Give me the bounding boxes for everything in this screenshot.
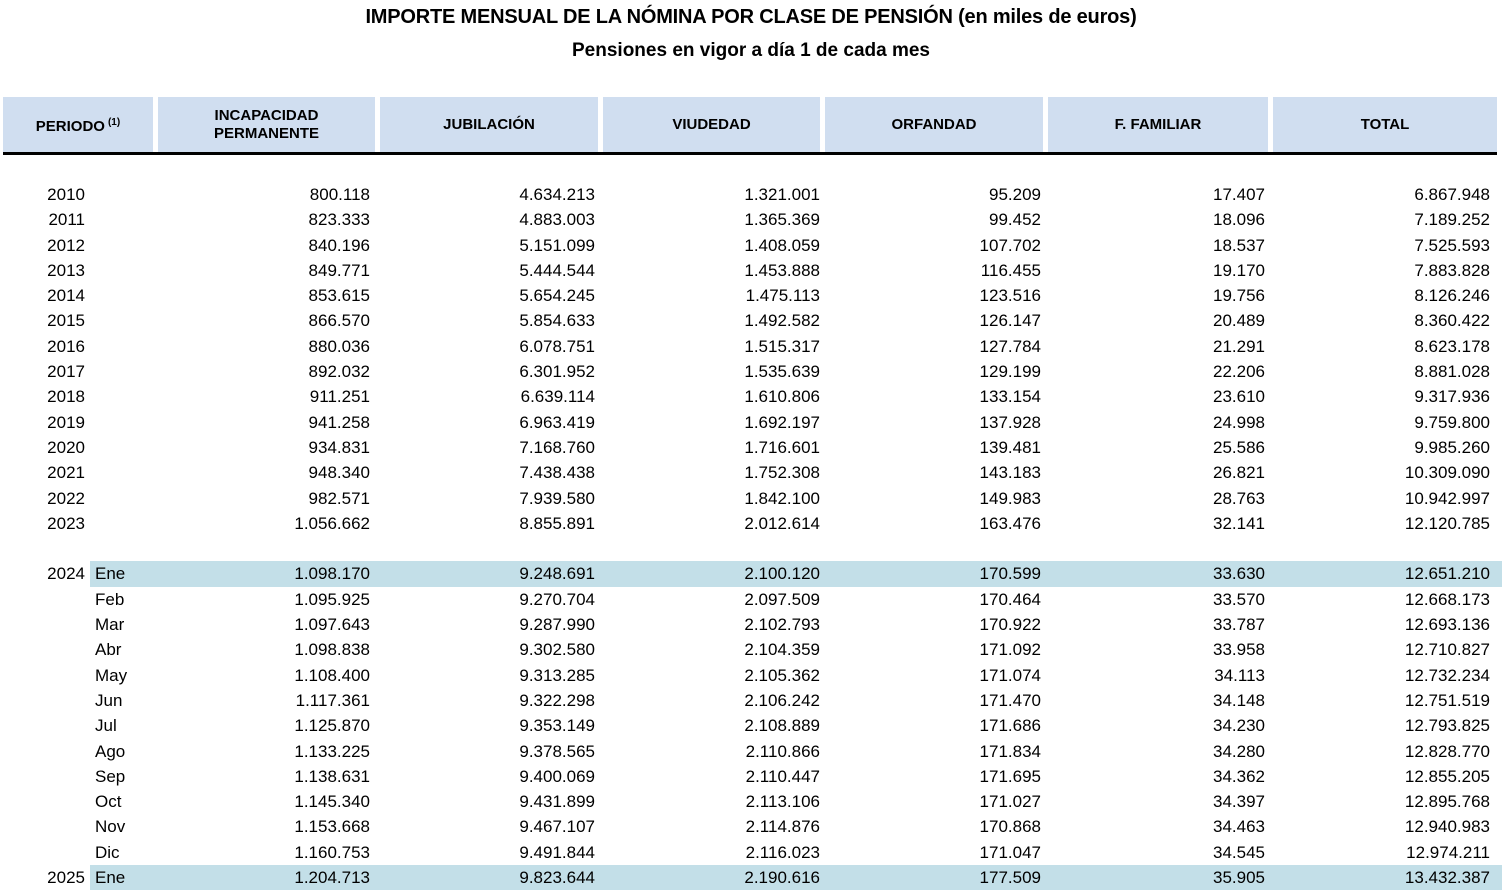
month-cell: Feb [95, 589, 125, 609]
year-cell [0, 663, 85, 688]
year-cell: 2022 [47, 488, 85, 508]
value-cell: 9.322.298 [519, 690, 595, 710]
value-cell: 34.148 [1213, 690, 1265, 710]
month-cell: Ene [95, 868, 126, 888]
month-cell [90, 308, 157, 333]
value-cell: 116.455 [980, 260, 1041, 280]
year-cell [0, 688, 85, 713]
value-cell: 107.702 [979, 235, 1041, 255]
table-row [0, 840, 1502, 865]
value-cell: 12.940.983 [1404, 817, 1490, 837]
value-cell: 866.570 [308, 311, 370, 331]
value-cell: 10.942.997 [1404, 488, 1490, 508]
value-cell: 1.610.806 [744, 387, 820, 407]
row-values [90, 460, 1502, 485]
value-cell: 12.895.768 [1404, 792, 1490, 812]
value-cell: 7.168.760 [519, 437, 595, 457]
year-cell [0, 612, 85, 637]
value-cell: 129.199 [979, 362, 1041, 382]
value-cell: 8.881.028 [1414, 362, 1490, 382]
value-cell: 171.047 [979, 842, 1041, 862]
value-cell: 800.118 [309, 185, 370, 204]
value-cell: 1.492.582 [744, 311, 820, 331]
year-cell: 2018 [47, 387, 85, 407]
month-cell: Jun [95, 690, 123, 710]
month-cell [90, 435, 157, 460]
value-cell: 1.097.643 [294, 615, 370, 635]
year-cell: 2024 [47, 564, 85, 584]
value-cell: 1.453.888 [744, 260, 820, 280]
year-cell: 2019 [47, 412, 85, 432]
value-cell: 1.108.400 [294, 665, 370, 685]
row-values [90, 688, 1502, 713]
value-cell: 941.258 [308, 412, 370, 432]
value-cell: 18.537 [1213, 235, 1265, 255]
value-cell: 133.154 [979, 387, 1041, 407]
table-row [0, 789, 1502, 814]
month-cell: Ago [95, 741, 126, 761]
value-cell: 149.983 [979, 488, 1041, 508]
title-block [0, 0, 1502, 63]
year-cell [0, 764, 85, 789]
value-cell: 1.138.631 [294, 766, 370, 786]
value-cell: 2.114.876 [745, 817, 820, 837]
row-values [90, 663, 1502, 688]
value-cell: 18.096 [1213, 210, 1265, 230]
value-cell: 8.126.246 [1414, 286, 1490, 306]
table-row [0, 486, 1502, 511]
column-header: INCAPACIDAD PERMANENTE [158, 97, 375, 152]
table-row [0, 865, 1502, 890]
value-cell: 171.695 [979, 766, 1041, 786]
month-cell: Dic [95, 842, 120, 862]
year-cell [0, 840, 85, 865]
value-cell: 6.639.114 [520, 387, 595, 407]
month-cell [90, 258, 157, 283]
table-row [0, 764, 1502, 789]
value-cell: 5.444.544 [519, 260, 595, 280]
row-values [90, 713, 1502, 738]
value-cell: 12.855.205 [1404, 766, 1490, 786]
column-header-periodo [3, 97, 153, 152]
value-cell: 1.716.601 [744, 437, 820, 457]
value-cell: 2.102.793 [744, 615, 820, 635]
month-cell [90, 511, 157, 536]
value-cell: 9.270.704 [519, 589, 595, 609]
value-cell: 5.854.633 [519, 311, 595, 331]
value-cell: 1.752.308 [744, 463, 820, 483]
row-values [90, 233, 1502, 258]
month-cell [90, 334, 157, 359]
table-row [0, 739, 1502, 764]
row-values [90, 410, 1502, 435]
month-cell: Nov [95, 817, 126, 837]
value-cell: 2.012.614 [744, 513, 820, 533]
value-cell: 1.095.925 [294, 589, 370, 609]
month-cell [90, 460, 157, 485]
value-cell: 7.883.828 [1414, 260, 1490, 280]
value-cell: 23.610 [1213, 387, 1265, 407]
year-cell [0, 814, 85, 839]
month-cell [90, 410, 157, 435]
value-cell: 853.615 [308, 286, 370, 306]
year-cell: 2025 [47, 868, 85, 888]
value-cell: 12.710.827 [1404, 640, 1490, 660]
spacer-row [0, 536, 1502, 561]
value-cell: 1.842.100 [744, 488, 820, 508]
value-cell: 7.438.438 [519, 463, 595, 483]
year-cell: 2021 [47, 463, 85, 483]
value-cell: 137.928 [979, 412, 1041, 432]
value-cell: 1.098.838 [294, 640, 370, 660]
value-cell: 25.586 [1213, 437, 1265, 457]
table-row [0, 713, 1502, 738]
table-row [0, 410, 1502, 435]
table-row [0, 561, 1502, 586]
value-cell: 6.867.948 [1414, 185, 1490, 204]
value-cell: 2.113.106 [745, 792, 820, 812]
value-cell: 9.759.800 [1414, 412, 1490, 432]
table-row [0, 814, 1502, 839]
page-title: IMPORTE MENSUAL DE LA NÓMINA POR CLASE DE PENSIÓN (en miles de euros) [365, 6, 1137, 28]
table-row [0, 308, 1502, 333]
month-cell [90, 359, 157, 384]
value-cell: 12.651.210 [1404, 564, 1490, 584]
table-row [0, 233, 1502, 258]
value-cell: 849.771 [308, 260, 370, 280]
row-values [90, 258, 1502, 283]
value-cell: 170.868 [979, 817, 1041, 837]
value-cell: 1.125.870 [294, 716, 370, 736]
value-cell: 26.821 [1213, 463, 1265, 483]
value-cell: 126.147 [979, 311, 1041, 331]
month-cell [90, 384, 157, 409]
value-cell: 1.535.639 [744, 362, 820, 382]
year-cell [0, 739, 85, 764]
value-cell: 12.828.770 [1404, 741, 1490, 761]
row-values [90, 334, 1502, 359]
value-cell: 12.120.785 [1404, 513, 1490, 533]
value-cell: 32.141 [1213, 513, 1265, 533]
value-cell: 171.470 [979, 690, 1041, 710]
value-cell: 33.958 [1213, 640, 1265, 660]
periodo-label: PERIODO [35, 117, 105, 135]
month-cell [90, 486, 157, 511]
value-cell: 9.491.844 [519, 842, 595, 862]
value-cell: 1.117.361 [295, 690, 370, 710]
value-cell: 139.481 [979, 437, 1041, 457]
month-cell: Mar [95, 615, 125, 635]
year-cell: 2023 [47, 513, 85, 533]
value-cell: 1.056.662 [294, 513, 370, 533]
value-cell: 1.133.225 [294, 741, 370, 761]
value-cell: 170.464 [979, 589, 1041, 609]
row-values [90, 359, 1502, 384]
value-cell: 171.834 [979, 741, 1041, 761]
value-cell: 2.097.509 [744, 589, 820, 609]
value-cell: 13.432.387 [1404, 868, 1490, 888]
value-cell: 2.105.362 [744, 665, 820, 685]
value-cell: 9.823.644 [519, 868, 595, 888]
page-subtitle: Pensiones en vigor a día 1 de cada mes [572, 40, 930, 61]
month-cell [90, 182, 157, 207]
value-cell: 34.545 [1213, 842, 1265, 862]
value-cell: 9.985.260 [1414, 437, 1490, 457]
value-cell: 5.151.099 [519, 235, 595, 255]
value-cell: 2.190.616 [744, 868, 820, 888]
value-cell: 2.108.889 [744, 716, 820, 736]
table-row [0, 460, 1502, 485]
value-cell: 9.353.149 [519, 716, 595, 736]
year-cell: 2011 [48, 210, 85, 230]
month-cell: May [95, 665, 128, 685]
row-values [90, 814, 1502, 839]
value-cell: 7.189.252 [1414, 210, 1490, 230]
column-header: ORFANDAD [825, 97, 1043, 152]
year-cell: 2014 [47, 286, 85, 306]
value-cell: 823.333 [308, 210, 370, 230]
month-cell: Sep [95, 766, 126, 786]
value-cell: 911.251 [309, 387, 370, 407]
row-values [90, 789, 1502, 814]
value-cell: 170.922 [979, 615, 1041, 635]
row-values [90, 764, 1502, 789]
value-cell: 934.831 [308, 437, 370, 457]
table-row [0, 207, 1502, 232]
row-values [90, 840, 1502, 865]
value-cell: 12.732.234 [1404, 665, 1490, 685]
value-cell: 4.634.213 [519, 185, 595, 204]
row-values [90, 207, 1502, 232]
value-cell: 12.793.825 [1404, 716, 1490, 736]
value-cell: 28.763 [1213, 488, 1265, 508]
table-row [0, 587, 1502, 612]
value-cell: 1.204.713 [294, 868, 370, 888]
value-cell: 12.668.173 [1404, 589, 1490, 609]
month-cell: Abr [95, 640, 122, 660]
value-cell: 6.963.419 [519, 412, 595, 432]
value-cell: 8.855.891 [519, 513, 595, 533]
value-cell: 95.209 [989, 185, 1041, 204]
month-cell [90, 233, 157, 258]
year-cell: 2010 [47, 185, 85, 204]
table-header-row [3, 97, 1497, 152]
row-values [90, 511, 1502, 536]
table-row [0, 435, 1502, 460]
value-cell: 34.397 [1213, 792, 1265, 812]
table-row [0, 258, 1502, 283]
value-cell: 143.183 [979, 463, 1041, 483]
year-cell [0, 587, 85, 612]
value-cell: 177.509 [979, 868, 1041, 888]
value-cell: 34.113 [1214, 665, 1265, 685]
value-cell: 982.571 [308, 488, 370, 508]
row-values [90, 739, 1502, 764]
table-row [0, 359, 1502, 384]
row-values [90, 384, 1502, 409]
value-cell: 20.489 [1213, 311, 1265, 331]
value-cell: 2.110.866 [745, 741, 820, 761]
value-cell: 7.525.593 [1414, 235, 1490, 255]
table-row [0, 637, 1502, 662]
year-cell [0, 637, 85, 662]
value-cell: 840.196 [308, 235, 370, 255]
value-cell: 34.362 [1213, 766, 1265, 786]
row-values [90, 283, 1502, 308]
periodo-footnote-marker: (1) [107, 116, 121, 128]
value-cell: 8.360.422 [1414, 311, 1490, 331]
value-cell: 33.630 [1213, 564, 1265, 584]
table-row [0, 663, 1502, 688]
value-cell: 1.098.170 [294, 564, 370, 584]
year-cell: 2015 [47, 311, 85, 331]
year-cell [0, 789, 85, 814]
value-cell: 1.515.317 [744, 336, 820, 356]
value-cell: 99.452 [989, 210, 1041, 230]
month-cell [90, 207, 157, 232]
value-cell: 948.340 [308, 463, 370, 483]
value-cell: 163.476 [979, 513, 1041, 533]
value-cell: 34.230 [1213, 716, 1265, 736]
value-cell: 8.623.178 [1414, 336, 1490, 356]
column-header: JUBILACIÓN [380, 97, 598, 152]
value-cell: 9.467.107 [519, 817, 595, 837]
value-cell: 171.027 [979, 792, 1041, 812]
value-cell: 2.106.242 [744, 690, 820, 710]
column-header: VIUDEDAD [603, 97, 820, 152]
value-cell: 24.998 [1213, 412, 1265, 432]
value-cell: 9.302.580 [519, 640, 595, 660]
year-cell: 2013 [47, 260, 85, 280]
value-cell: 9.287.990 [519, 615, 595, 635]
value-cell: 2.100.120 [744, 564, 820, 584]
value-cell: 1.145.340 [294, 792, 370, 812]
value-cell: 2.104.359 [744, 640, 820, 660]
year-cell: 2012 [47, 235, 85, 255]
value-cell: 9.400.069 [519, 766, 595, 786]
table-row [0, 511, 1502, 536]
value-cell: 892.032 [308, 362, 370, 382]
table-row [0, 612, 1502, 637]
month-cell: Ene [95, 564, 126, 584]
table-row [0, 283, 1502, 308]
month-cell: Jul [95, 716, 117, 736]
value-cell: 6.301.952 [519, 362, 595, 382]
row-values [90, 612, 1502, 637]
table-row [0, 688, 1502, 713]
row-values [90, 182, 1502, 207]
value-cell: 2.116.023 [745, 842, 820, 862]
column-header: F. FAMILIAR [1048, 97, 1268, 152]
value-cell: 12.974.211 [1406, 842, 1490, 862]
value-cell: 9.378.565 [519, 741, 595, 761]
value-cell: 9.248.691 [519, 564, 595, 584]
value-cell: 2.110.447 [745, 766, 820, 786]
value-cell: 171.074 [979, 665, 1041, 685]
year-cell: 2017 [47, 362, 85, 382]
value-cell: 1.692.197 [744, 412, 820, 432]
value-cell: 9.431.899 [519, 792, 595, 812]
value-cell: 35.905 [1213, 868, 1265, 888]
value-cell: 7.939.580 [519, 488, 595, 508]
value-cell: 9.317.936 [1414, 387, 1490, 407]
row-values [90, 637, 1502, 662]
value-cell: 33.787 [1213, 615, 1265, 635]
year-cell: 2020 [47, 437, 85, 457]
year-cell: 2016 [47, 336, 85, 356]
month-cell: Oct [95, 792, 122, 812]
row-values-highlighted [90, 561, 1502, 586]
value-cell: 12.751.519 [1404, 690, 1490, 710]
value-cell: 5.654.245 [519, 286, 595, 306]
value-cell: 1.321.001 [744, 185, 820, 204]
value-cell: 19.170 [1213, 260, 1265, 280]
year-cell [0, 713, 85, 738]
value-cell: 12.693.136 [1404, 615, 1490, 635]
value-cell: 34.463 [1213, 817, 1265, 837]
value-cell: 17.407 [1213, 185, 1265, 204]
value-cell: 21.291 [1213, 336, 1265, 356]
value-cell: 10.309.090 [1404, 463, 1490, 483]
value-cell: 127.784 [979, 336, 1041, 356]
value-cell: 9.313.285 [519, 665, 595, 685]
value-cell: 34.280 [1213, 741, 1265, 761]
column-header: TOTAL [1273, 97, 1497, 152]
value-cell: 33.570 [1213, 589, 1265, 609]
value-cell: 1.160.753 [294, 842, 370, 862]
table-row [0, 384, 1502, 409]
value-cell: 1.365.369 [744, 210, 820, 230]
value-cell: 1.153.668 [294, 817, 370, 837]
value-cell: 1.475.113 [745, 286, 820, 306]
table-row [0, 182, 1502, 207]
value-cell: 22.206 [1213, 362, 1265, 382]
row-values [90, 587, 1502, 612]
value-cell: 123.516 [979, 286, 1041, 306]
value-cell: 880.036 [308, 336, 370, 356]
value-cell: 171.686 [979, 716, 1041, 736]
value-cell: 19.756 [1213, 286, 1265, 306]
row-values [90, 486, 1502, 511]
month-cell [90, 283, 157, 308]
row-values [90, 435, 1502, 460]
value-cell: 6.078.751 [519, 336, 595, 356]
value-cell: 1.408.059 [744, 235, 820, 255]
table-body [0, 155, 1502, 890]
value-cell: 170.599 [979, 564, 1041, 584]
table-row [0, 334, 1502, 359]
row-values-highlighted [90, 865, 1502, 890]
row-values [90, 308, 1502, 333]
value-cell: 171.092 [979, 640, 1041, 660]
value-cell: 4.883.003 [519, 210, 595, 230]
